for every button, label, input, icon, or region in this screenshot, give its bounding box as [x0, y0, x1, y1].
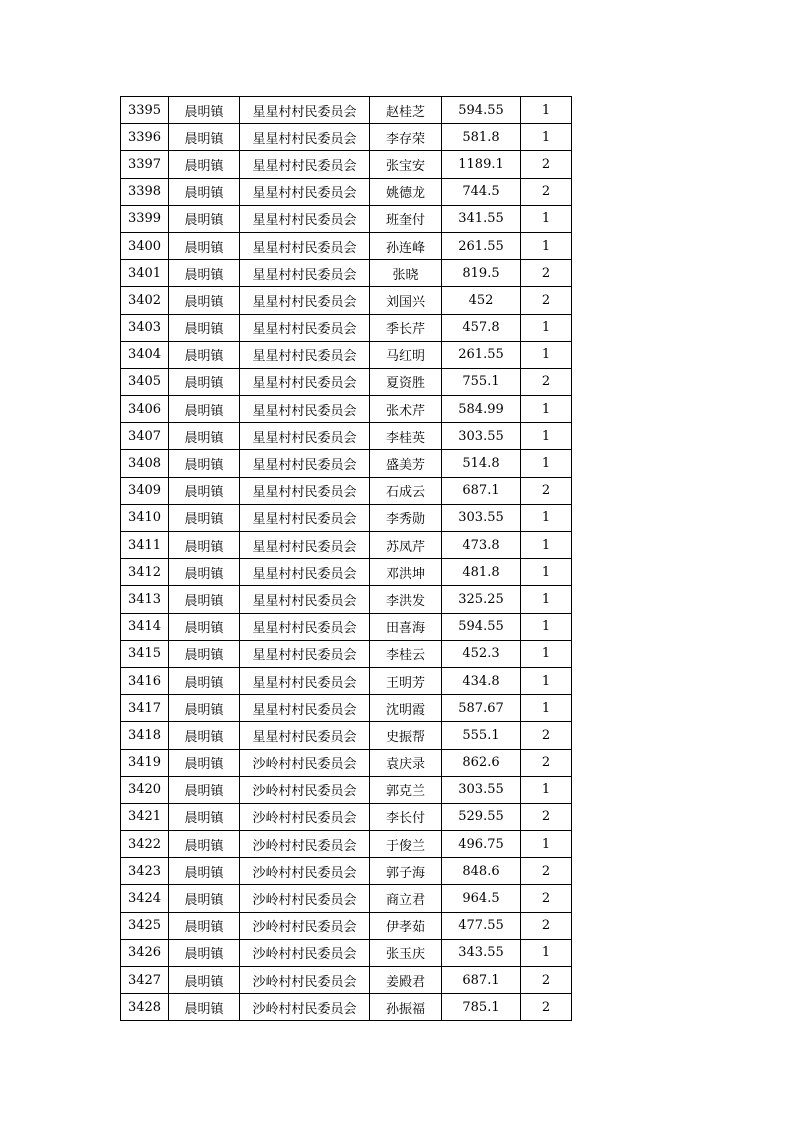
register-table — [120, 96, 572, 1021]
row-number-cell: 3401 — [121, 260, 169, 287]
village-committee-cell: 星星村村民委员会 — [240, 504, 370, 531]
village-committee-cell: 星星村村民委员会 — [240, 559, 370, 586]
amount-cell: 687.1 — [442, 477, 521, 504]
village-committee-cell: 星星村村民委员会 — [240, 205, 370, 232]
household-count-cell: 1 — [521, 205, 572, 232]
person-name-cell: 商立君 — [370, 885, 442, 912]
person-name-cell: 田喜海 — [370, 613, 442, 640]
table-row — [121, 640, 572, 667]
table-row — [121, 232, 572, 259]
table-row — [121, 776, 572, 803]
row-number-cell: 3416 — [121, 667, 169, 694]
row-number-cell: 3428 — [121, 994, 169, 1021]
village-committee-cell: 星星村村民委员会 — [240, 368, 370, 395]
person-name-cell: 王明芳 — [370, 667, 442, 694]
household-count-cell: 1 — [521, 124, 572, 151]
town-cell: 晨明镇 — [169, 803, 240, 830]
village-committee-cell: 星星村村民委员会 — [240, 586, 370, 613]
household-count-cell: 2 — [521, 885, 572, 912]
town-cell: 晨明镇 — [169, 232, 240, 259]
table-row — [121, 967, 572, 994]
town-cell: 晨明镇 — [169, 586, 240, 613]
town-cell: 晨明镇 — [169, 151, 240, 178]
row-number-cell: 3419 — [121, 749, 169, 776]
amount-cell: 496.75 — [442, 831, 521, 858]
person-name-cell: 孙连峰 — [370, 232, 442, 259]
table-row — [121, 994, 572, 1021]
row-number-cell: 3424 — [121, 885, 169, 912]
town-cell: 晨明镇 — [169, 559, 240, 586]
amount-cell: 848.6 — [442, 858, 521, 885]
row-number-cell: 3425 — [121, 912, 169, 939]
row-number-cell: 3406 — [121, 396, 169, 423]
table-row — [121, 939, 572, 966]
household-count-cell: 2 — [521, 151, 572, 178]
person-name-cell: 季长芹 — [370, 314, 442, 341]
household-count-cell: 1 — [521, 314, 572, 341]
row-number-cell: 3403 — [121, 314, 169, 341]
amount-cell: 587.67 — [442, 695, 521, 722]
village-committee-cell: 星星村村民委员会 — [240, 450, 370, 477]
table-row — [121, 97, 572, 124]
town-cell: 晨明镇 — [169, 124, 240, 151]
row-number-cell: 3422 — [121, 831, 169, 858]
table-row — [121, 803, 572, 830]
amount-cell: 325.25 — [442, 586, 521, 613]
village-committee-cell: 星星村村民委员会 — [240, 178, 370, 205]
town-cell: 晨明镇 — [169, 994, 240, 1021]
row-number-cell: 3421 — [121, 803, 169, 830]
household-count-cell: 2 — [521, 994, 572, 1021]
amount-cell: 555.1 — [442, 722, 521, 749]
town-cell: 晨明镇 — [169, 178, 240, 205]
village-committee-cell: 沙岭村村民委员会 — [240, 939, 370, 966]
household-count-cell: 2 — [521, 178, 572, 205]
household-count-cell: 1 — [521, 831, 572, 858]
household-count-cell: 1 — [521, 939, 572, 966]
village-committee-cell: 星星村村民委员会 — [240, 667, 370, 694]
person-name-cell: 姜殿君 — [370, 967, 442, 994]
person-name-cell: 张术芹 — [370, 396, 442, 423]
table-row — [121, 722, 572, 749]
table-row — [121, 205, 572, 232]
amount-cell: 594.55 — [442, 613, 521, 640]
household-count-cell: 1 — [521, 586, 572, 613]
town-cell: 晨明镇 — [169, 396, 240, 423]
table-row — [121, 151, 572, 178]
amount-cell: 477.55 — [442, 912, 521, 939]
person-name-cell: 李洪发 — [370, 586, 442, 613]
row-number-cell: 3418 — [121, 722, 169, 749]
amount-cell: 594.55 — [442, 97, 521, 124]
table-row — [121, 314, 572, 341]
village-committee-cell: 星星村村民委员会 — [240, 532, 370, 559]
table-row — [121, 586, 572, 613]
town-cell: 晨明镇 — [169, 423, 240, 450]
household-count-cell: 1 — [521, 423, 572, 450]
row-number-cell: 3409 — [121, 477, 169, 504]
row-number-cell: 3407 — [121, 423, 169, 450]
table-row — [121, 368, 572, 395]
household-count-cell: 1 — [521, 776, 572, 803]
row-number-cell: 3410 — [121, 504, 169, 531]
person-name-cell: 李桂英 — [370, 423, 442, 450]
person-name-cell: 班奎付 — [370, 205, 442, 232]
amount-cell: 529.55 — [442, 803, 521, 830]
table-row — [121, 695, 572, 722]
village-committee-cell: 星星村村民委员会 — [240, 423, 370, 450]
person-name-cell: 郭子海 — [370, 858, 442, 885]
village-committee-cell: 星星村村民委员会 — [240, 260, 370, 287]
town-cell: 晨明镇 — [169, 450, 240, 477]
table-row — [121, 912, 572, 939]
village-committee-cell: 星星村村民委员会 — [240, 341, 370, 368]
household-count-cell: 2 — [521, 368, 572, 395]
town-cell: 晨明镇 — [169, 532, 240, 559]
town-cell: 晨明镇 — [169, 504, 240, 531]
household-count-cell: 2 — [521, 260, 572, 287]
amount-cell: 452.3 — [442, 640, 521, 667]
amount-cell: 452 — [442, 287, 521, 314]
person-name-cell: 夏资胜 — [370, 368, 442, 395]
person-name-cell: 张晓 — [370, 260, 442, 287]
village-committee-cell: 星星村村民委员会 — [240, 613, 370, 640]
row-number-cell: 3396 — [121, 124, 169, 151]
row-number-cell: 3397 — [121, 151, 169, 178]
table-row — [121, 124, 572, 151]
amount-cell: 261.55 — [442, 232, 521, 259]
row-number-cell: 3417 — [121, 695, 169, 722]
village-committee-cell: 沙岭村村民委员会 — [240, 776, 370, 803]
village-committee-cell: 星星村村民委员会 — [240, 695, 370, 722]
town-cell: 晨明镇 — [169, 776, 240, 803]
person-name-cell: 孙振福 — [370, 994, 442, 1021]
town-cell: 晨明镇 — [169, 912, 240, 939]
table-row — [121, 858, 572, 885]
household-count-cell: 1 — [521, 613, 572, 640]
amount-cell: 261.55 — [442, 341, 521, 368]
amount-cell: 341.55 — [442, 205, 521, 232]
table-row — [121, 423, 572, 450]
household-count-cell: 1 — [521, 396, 572, 423]
village-committee-cell: 星星村村民委员会 — [240, 151, 370, 178]
village-committee-cell: 星星村村民委员会 — [240, 287, 370, 314]
household-count-cell: 1 — [521, 559, 572, 586]
town-cell: 晨明镇 — [169, 722, 240, 749]
town-cell: 晨明镇 — [169, 749, 240, 776]
row-number-cell: 3427 — [121, 967, 169, 994]
household-count-cell: 2 — [521, 912, 572, 939]
person-name-cell: 邓洪坤 — [370, 559, 442, 586]
table-row — [121, 749, 572, 776]
table-row — [121, 396, 572, 423]
person-name-cell: 伊孝茹 — [370, 912, 442, 939]
town-cell: 晨明镇 — [169, 640, 240, 667]
row-number-cell: 3415 — [121, 640, 169, 667]
table-row — [121, 341, 572, 368]
person-name-cell: 马红明 — [370, 341, 442, 368]
table-row — [121, 559, 572, 586]
table-row — [121, 178, 572, 205]
table-row — [121, 504, 572, 531]
person-name-cell: 李桂云 — [370, 640, 442, 667]
village-committee-cell: 沙岭村村民委员会 — [240, 803, 370, 830]
household-count-cell: 1 — [521, 450, 572, 477]
person-name-cell: 石成云 — [370, 477, 442, 504]
village-committee-cell: 星星村村民委员会 — [240, 722, 370, 749]
row-number-cell: 3400 — [121, 232, 169, 259]
table-row — [121, 831, 572, 858]
town-cell: 晨明镇 — [169, 695, 240, 722]
person-name-cell: 苏凤芹 — [370, 532, 442, 559]
town-cell: 晨明镇 — [169, 667, 240, 694]
amount-cell: 862.6 — [442, 749, 521, 776]
amount-cell: 303.55 — [442, 776, 521, 803]
household-count-cell: 1 — [521, 504, 572, 531]
row-number-cell: 3398 — [121, 178, 169, 205]
amount-cell: 481.8 — [442, 559, 521, 586]
village-committee-cell: 星星村村民委员会 — [240, 97, 370, 124]
household-count-cell: 1 — [521, 232, 572, 259]
register-table-body — [121, 97, 572, 1021]
amount-cell: 785.1 — [442, 994, 521, 1021]
town-cell: 晨明镇 — [169, 260, 240, 287]
village-committee-cell: 沙岭村村民委员会 — [240, 831, 370, 858]
household-count-cell: 1 — [521, 640, 572, 667]
person-name-cell: 赵桂芝 — [370, 97, 442, 124]
household-count-cell: 1 — [521, 532, 572, 559]
amount-cell: 514.8 — [442, 450, 521, 477]
person-name-cell: 刘国兴 — [370, 287, 442, 314]
row-number-cell: 3426 — [121, 939, 169, 966]
village-committee-cell: 星星村村民委员会 — [240, 640, 370, 667]
amount-cell: 819.5 — [442, 260, 521, 287]
household-count-cell: 2 — [521, 287, 572, 314]
row-number-cell: 3395 — [121, 97, 169, 124]
table-row — [121, 287, 572, 314]
amount-cell: 473.8 — [442, 532, 521, 559]
amount-cell: 964.5 — [442, 885, 521, 912]
town-cell: 晨明镇 — [169, 613, 240, 640]
row-number-cell: 3414 — [121, 613, 169, 640]
household-count-cell: 2 — [521, 749, 572, 776]
person-name-cell: 袁庆录 — [370, 749, 442, 776]
amount-cell: 744.5 — [442, 178, 521, 205]
village-committee-cell: 沙岭村村民委员会 — [240, 967, 370, 994]
table-row — [121, 885, 572, 912]
amount-cell: 343.55 — [442, 939, 521, 966]
town-cell: 晨明镇 — [169, 341, 240, 368]
amount-cell: 1189.1 — [442, 151, 521, 178]
town-cell: 晨明镇 — [169, 314, 240, 341]
person-name-cell: 沈明霞 — [370, 695, 442, 722]
town-cell: 晨明镇 — [169, 967, 240, 994]
village-committee-cell: 星星村村民委员会 — [240, 232, 370, 259]
amount-cell: 457.8 — [442, 314, 521, 341]
village-committee-cell: 沙岭村村民委员会 — [240, 994, 370, 1021]
person-name-cell: 李存荣 — [370, 124, 442, 151]
village-committee-cell: 星星村村民委员会 — [240, 124, 370, 151]
person-name-cell: 史振帮 — [370, 722, 442, 749]
village-committee-cell: 星星村村民委员会 — [240, 314, 370, 341]
town-cell: 晨明镇 — [169, 287, 240, 314]
town-cell: 晨明镇 — [169, 205, 240, 232]
table-row — [121, 532, 572, 559]
table-row — [121, 477, 572, 504]
table-row — [121, 450, 572, 477]
household-count-cell: 2 — [521, 803, 572, 830]
row-number-cell: 3423 — [121, 858, 169, 885]
household-count-cell: 1 — [521, 341, 572, 368]
amount-cell: 581.8 — [442, 124, 521, 151]
row-number-cell: 3412 — [121, 559, 169, 586]
amount-cell: 687.1 — [442, 967, 521, 994]
household-count-cell: 1 — [521, 695, 572, 722]
household-count-cell: 2 — [521, 722, 572, 749]
person-name-cell: 张宝安 — [370, 151, 442, 178]
village-committee-cell: 星星村村民委员会 — [240, 396, 370, 423]
town-cell: 晨明镇 — [169, 368, 240, 395]
household-count-cell: 1 — [521, 667, 572, 694]
town-cell: 晨明镇 — [169, 831, 240, 858]
village-committee-cell: 沙岭村村民委员会 — [240, 858, 370, 885]
row-number-cell: 3402 — [121, 287, 169, 314]
town-cell: 晨明镇 — [169, 885, 240, 912]
amount-cell: 434.8 — [442, 667, 521, 694]
person-name-cell: 张玉庆 — [370, 939, 442, 966]
amount-cell: 303.55 — [442, 504, 521, 531]
person-name-cell: 郭克兰 — [370, 776, 442, 803]
table-row — [121, 613, 572, 640]
household-count-cell: 2 — [521, 477, 572, 504]
amount-cell: 584.99 — [442, 396, 521, 423]
row-number-cell: 3420 — [121, 776, 169, 803]
table-row — [121, 260, 572, 287]
village-committee-cell: 星星村村民委员会 — [240, 477, 370, 504]
row-number-cell: 3404 — [121, 341, 169, 368]
amount-cell: 755.1 — [442, 368, 521, 395]
row-number-cell: 3413 — [121, 586, 169, 613]
household-count-cell: 1 — [521, 97, 572, 124]
amount-cell: 303.55 — [442, 423, 521, 450]
row-number-cell: 3411 — [121, 532, 169, 559]
town-cell: 晨明镇 — [169, 858, 240, 885]
row-number-cell: 3408 — [121, 450, 169, 477]
town-cell: 晨明镇 — [169, 97, 240, 124]
town-cell: 晨明镇 — [169, 939, 240, 966]
village-committee-cell: 沙岭村村民委员会 — [240, 912, 370, 939]
person-name-cell: 于俊兰 — [370, 831, 442, 858]
row-number-cell: 3405 — [121, 368, 169, 395]
village-committee-cell: 沙岭村村民委员会 — [240, 885, 370, 912]
table-row — [121, 667, 572, 694]
row-number-cell: 3399 — [121, 205, 169, 232]
person-name-cell: 姚德龙 — [370, 178, 442, 205]
person-name-cell: 盛美芳 — [370, 450, 442, 477]
village-committee-cell: 沙岭村村民委员会 — [240, 749, 370, 776]
household-count-cell: 2 — [521, 967, 572, 994]
person-name-cell: 李秀勋 — [370, 504, 442, 531]
person-name-cell: 李长付 — [370, 803, 442, 830]
town-cell: 晨明镇 — [169, 477, 240, 504]
household-count-cell: 2 — [521, 858, 572, 885]
